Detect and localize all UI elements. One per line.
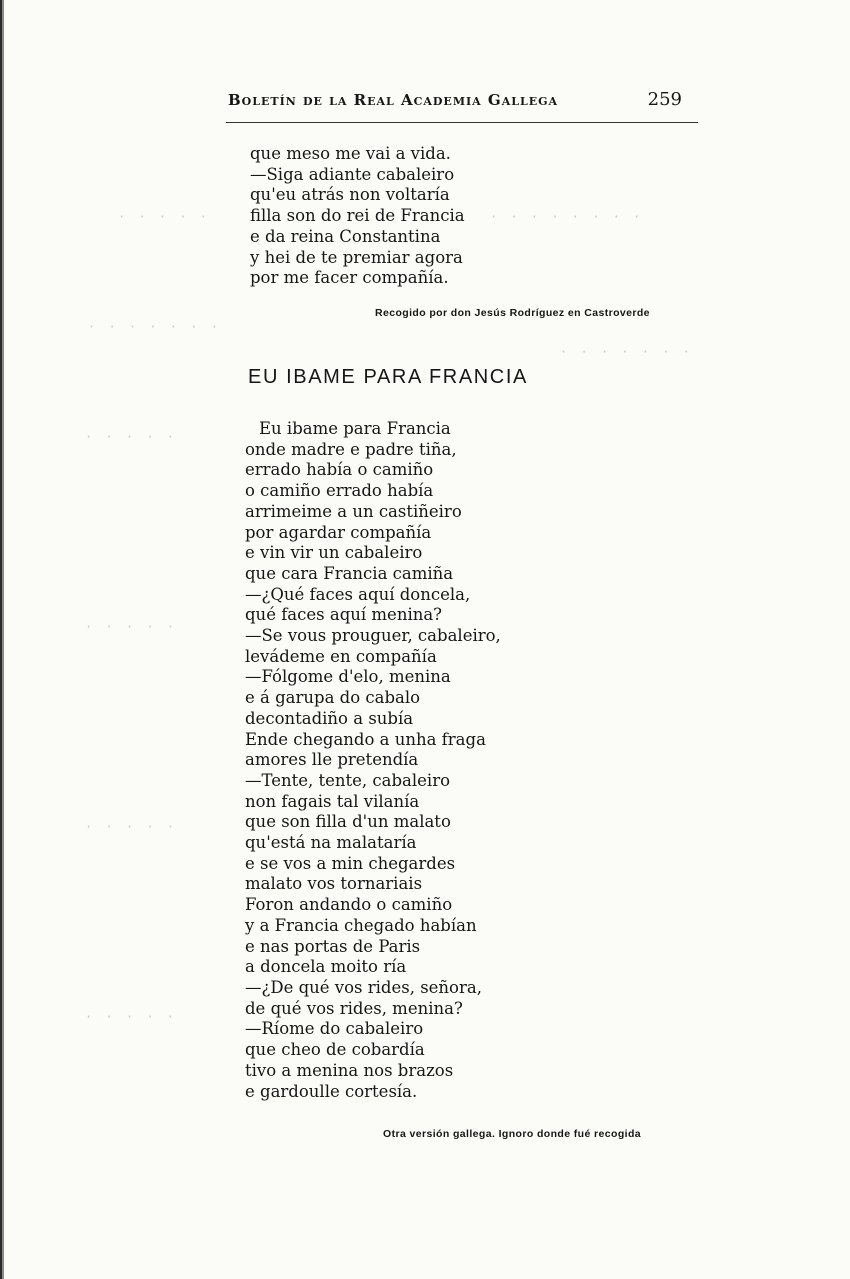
verse-line: e á garupa do cabalo [245,688,421,708]
bleed-through-mark: · · · · · · · [88,320,221,334]
verse-line: errado había o camiño [245,460,434,480]
verse-line: e vin vir un cabaleiro [245,543,423,563]
verse-line: —¿De qué vos rides, señora, [245,977,482,997]
verse-line: y hei de te premiar agora [250,247,463,267]
verse-line: que cara Francia camiña [245,563,454,583]
verse-line: qu'está na malataría [245,833,417,853]
verse-line: malato vos tornariais [245,874,423,894]
verse-line: decontadiño a subía [245,708,414,728]
verse-line: que meso me vai a vida. [250,144,451,163]
verse-line: amores lle pretendía [245,750,419,770]
verse-line: arrimeime a un castiñeiro [245,501,462,521]
verse-line: filla son do rei de Francia [250,206,465,226]
verse-line: Foron andando o camiño [245,895,453,915]
verse-continuation [250,144,465,289]
verse-line: —Se vous prouguer, cabaleiro, [245,626,501,646]
verse-line: —Fólgome d'elo, menina [245,667,451,687]
header-rule [226,122,698,123]
verse-line: que cheo de cobardía [245,1040,425,1060]
verse-line: o camiño errado había [245,481,434,501]
verse-line: por agardar compañía [245,522,432,542]
bleed-through-mark: · · · · · [85,1010,178,1024]
verse-line: onde madre e padre tiña, [245,439,457,459]
verse-line: levádeme en compañía [245,646,437,666]
attribution-other-version: Otra versión gallega. Ignoro donde fué recogida [383,1128,642,1140]
verse-line: y a Francia chegado habían [245,915,477,935]
bleed-through-mark: · · · · · [118,210,211,224]
running-header [226,89,698,119]
verse-line: qué faces aquí menina? [245,605,443,625]
bleed-through-mark: · · · · · [85,620,178,634]
bleed-through-mark: · · · · · · · · [490,210,644,224]
verse-line: por me facer compañía. [250,268,449,288]
verse-line: qu'eu atrás non voltaría [250,185,450,205]
verse-line: de qué vos rides, menina? [245,998,463,1018]
page-number: 259 [647,89,682,110]
verse-line: —¿Qué faces aquí doncela, [245,584,471,604]
journal-title: Boletín de la Real Academia Gallega [228,91,559,109]
verse-line: e se vos a min chegardes [245,853,456,873]
verse-line: tivo a menina nos brazos [245,1060,454,1080]
verse-line: e nas portas de Paris [245,936,421,956]
verse-line: que son filla d'un malato [245,812,451,832]
verse-line: a doncela moito ría [245,957,407,977]
verse-line: e da reina Constantina [250,226,441,246]
verse-line: Eu ibame para Francia [259,419,451,438]
verse-line: non fagais tal vilanía [245,791,420,811]
verse-line: e gardoulle cortesía. [245,1081,418,1101]
poem-title: EU IBAME PARA FRANCIA [248,366,528,388]
poem-body [245,419,501,1102]
scan-edge [0,0,6,1279]
verse-line: —Ríome do cabaleiro [245,1019,424,1039]
verse-line: —Tente, tente, cabaleiro [245,770,451,790]
attribution-castroverde: Recogido por don Jesús Rodríguez en Castroverde [375,307,650,319]
bleed-through-mark: · · · · · [85,820,178,834]
verse-line: —Siga adiante cabaleiro [250,164,455,184]
bleed-through-mark: · · · · · · · [560,345,693,359]
bleed-through-mark: · · · · · [85,430,178,444]
verse-line: Ende chegando a unha fraga [245,729,486,749]
